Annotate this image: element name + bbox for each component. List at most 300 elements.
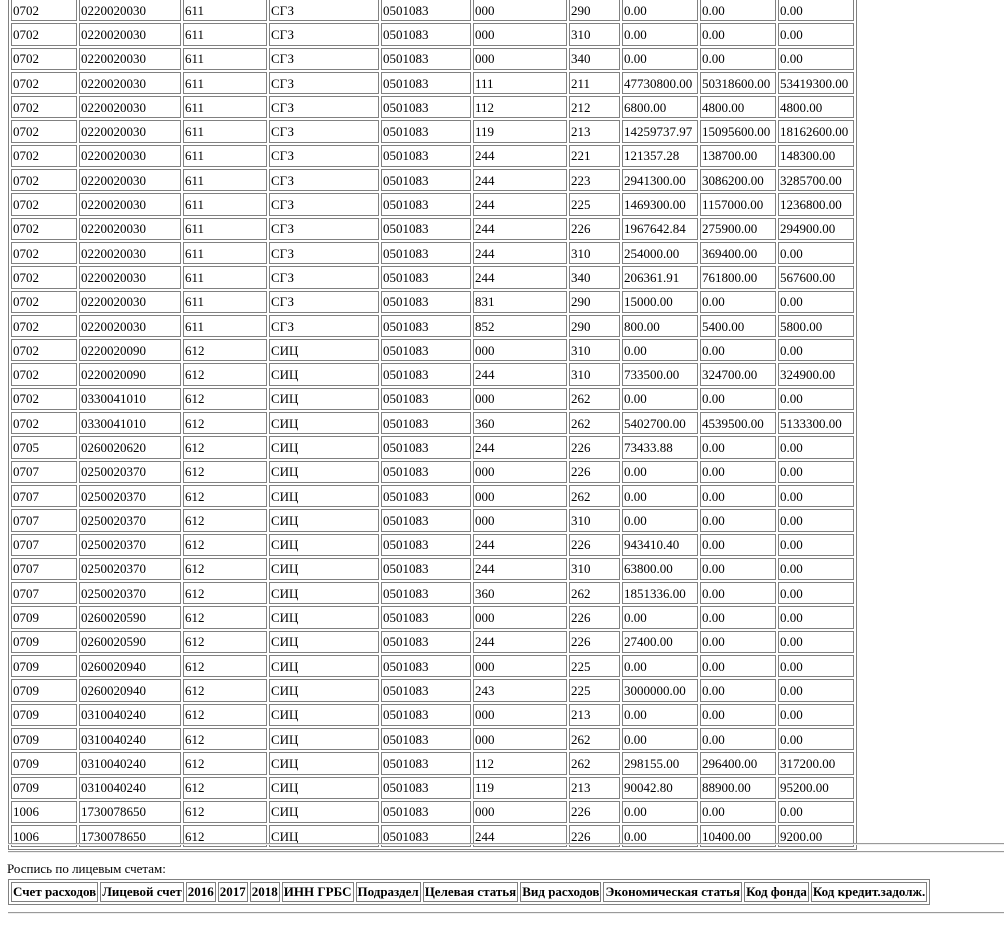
table-cell: 0705	[11, 436, 77, 458]
table-cell: 0260020940	[79, 655, 181, 677]
table-cell: 0.00	[700, 655, 776, 677]
table-cell: 88900.00	[700, 777, 776, 799]
table-cell: 27400.00	[622, 631, 698, 653]
table-cell: СИЦ	[269, 509, 379, 531]
table-cell: 0.00	[700, 582, 776, 604]
table-cell: 612	[183, 582, 267, 604]
accounts-table	[8, 879, 930, 905]
table-cell: 0501083	[381, 23, 471, 45]
table-cell: 14259737.97	[622, 120, 698, 142]
table-cell: 0.00	[778, 679, 854, 701]
table-cell: 611	[183, 266, 267, 288]
table-cell: 1006	[11, 801, 77, 823]
table-cell: 73433.88	[622, 436, 698, 458]
table-cell: 254000.00	[622, 242, 698, 264]
table-cell: 0501083	[381, 752, 471, 774]
table-cell: 18162600.00	[778, 120, 854, 142]
table-cell: 0.00	[700, 0, 776, 21]
table-cell: 0220020030	[79, 72, 181, 94]
table-cell: 612	[183, 679, 267, 701]
table-row	[11, 388, 854, 410]
table-cell: 0709	[11, 631, 77, 653]
table-cell: 0501083	[381, 606, 471, 628]
table-cell: 3285700.00	[778, 169, 854, 191]
table-cell: 226	[569, 631, 620, 653]
table-cell: 226	[569, 534, 620, 556]
table-cell: 0.00	[778, 242, 854, 264]
table-cell: 5800.00	[778, 315, 854, 337]
table-cell: 1157000.00	[700, 193, 776, 215]
column-header: 2017	[218, 882, 248, 902]
table-cell: СГЗ	[269, 23, 379, 45]
table-cell: 0501083	[381, 96, 471, 118]
table-cell: 0250020370	[79, 485, 181, 507]
table-cell: 612	[183, 606, 267, 628]
table-cell: СИЦ	[269, 752, 379, 774]
table-cell: 0220020030	[79, 169, 181, 191]
table-cell: 0.00	[622, 485, 698, 507]
budget-table	[8, 0, 857, 850]
table-cell: 4800.00	[778, 96, 854, 118]
table-cell: 47730800.00	[622, 72, 698, 94]
table-cell: 324700.00	[700, 363, 776, 385]
table-cell: 1006	[11, 825, 77, 847]
table-cell: 0250020370	[79, 534, 181, 556]
table-cell: 340	[569, 48, 620, 70]
table-cell: 611	[183, 23, 267, 45]
table-cell: 0501083	[381, 339, 471, 361]
table-cell: 0250020370	[79, 509, 181, 531]
table-cell: 0707	[11, 582, 77, 604]
table-cell: СИЦ	[269, 606, 379, 628]
table-cell: 0501083	[381, 388, 471, 410]
table-cell: 324900.00	[778, 363, 854, 385]
table-cell: 213	[569, 704, 620, 726]
table-cell: 800.00	[622, 315, 698, 337]
table-cell: 1967642.84	[622, 218, 698, 240]
table-cell: 50318600.00	[700, 72, 776, 94]
table-cell: 0220020090	[79, 363, 181, 385]
table-cell: 0.00	[622, 339, 698, 361]
table-cell: 0702	[11, 339, 77, 361]
table-cell: 000	[473, 655, 567, 677]
table-cell: 0310040240	[79, 704, 181, 726]
table-row	[11, 120, 854, 142]
table-cell: 761800.00	[700, 266, 776, 288]
table-cell: 0220020030	[79, 266, 181, 288]
table-row	[11, 534, 854, 556]
table-cell: 138700.00	[700, 145, 776, 167]
table-cell: 0.00	[778, 606, 854, 628]
table-cell: 206361.91	[622, 266, 698, 288]
table-cell: 0310040240	[79, 752, 181, 774]
table-row	[11, 169, 854, 191]
table-row	[11, 485, 854, 507]
table-cell: 223	[569, 169, 620, 191]
table-cell: 225	[569, 655, 620, 677]
table-cell: 0501083	[381, 0, 471, 21]
table-cell: СИЦ	[269, 436, 379, 458]
table-cell: 611	[183, 96, 267, 118]
table-cell: 0702	[11, 388, 77, 410]
table-cell: 0.00	[700, 485, 776, 507]
table-cell: 611	[183, 145, 267, 167]
table-cell: 0501083	[381, 679, 471, 701]
table-row	[11, 655, 854, 677]
table-cell: 310	[569, 558, 620, 580]
table-cell: 244	[473, 266, 567, 288]
table-cell: 244	[473, 363, 567, 385]
table-cell: СИЦ	[269, 825, 379, 847]
table-cell: 6800.00	[622, 96, 698, 118]
table-cell: 0.00	[700, 48, 776, 70]
table-cell: 296400.00	[700, 752, 776, 774]
table-cell: СГЗ	[269, 145, 379, 167]
table-cell: 244	[473, 242, 567, 264]
table-cell: 0.00	[622, 23, 698, 45]
table-cell: СИЦ	[269, 558, 379, 580]
table-row	[11, 509, 854, 531]
table-cell: СИЦ	[269, 704, 379, 726]
table-cell: 1236800.00	[778, 193, 854, 215]
table-cell: 243	[473, 679, 567, 701]
table-cell: СГЗ	[269, 218, 379, 240]
table-cell: 0330041010	[79, 412, 181, 434]
table-cell: 611	[183, 48, 267, 70]
table-cell: 262	[569, 582, 620, 604]
table-row	[11, 461, 854, 483]
table-cell: 0.00	[622, 825, 698, 847]
table-cell: СИЦ	[269, 655, 379, 677]
table-cell: 148300.00	[778, 145, 854, 167]
table-row	[11, 0, 854, 21]
table-cell: СГЗ	[269, 291, 379, 313]
table-row	[11, 777, 854, 799]
table-cell: СИЦ	[269, 801, 379, 823]
table-cell: 0310040240	[79, 777, 181, 799]
table-cell: 310	[569, 242, 620, 264]
table-row	[11, 96, 854, 118]
table-cell: 000	[473, 509, 567, 531]
table-cell: 244	[473, 558, 567, 580]
table-cell: 0220020030	[79, 145, 181, 167]
table-cell: 262	[569, 388, 620, 410]
table-cell: 0501083	[381, 801, 471, 823]
table-cell: 612	[183, 655, 267, 677]
column-header: Счет расходов	[11, 882, 98, 902]
table-cell: 5402700.00	[622, 412, 698, 434]
table-cell: 733500.00	[622, 363, 698, 385]
table-cell: 0702	[11, 120, 77, 142]
table-cell: 612	[183, 704, 267, 726]
table-row	[11, 752, 854, 774]
table-cell: 0.00	[622, 388, 698, 410]
table-cell: 0702	[11, 266, 77, 288]
table-cell: 0.00	[700, 728, 776, 750]
table-cell: СИЦ	[269, 363, 379, 385]
table-cell: СИЦ	[269, 485, 379, 507]
table-cell: 0702	[11, 315, 77, 337]
table-cell: 0.00	[700, 631, 776, 653]
table-cell: 0.00	[622, 509, 698, 531]
table-cell: 0501083	[381, 485, 471, 507]
table-cell: 000	[473, 704, 567, 726]
table-cell: 226	[569, 218, 620, 240]
table-cell: 612	[183, 631, 267, 653]
table-cell: 611	[183, 169, 267, 191]
column-header: Подраздел	[356, 882, 421, 902]
table-cell: 612	[183, 534, 267, 556]
table-cell: 000	[473, 606, 567, 628]
table-cell: 63800.00	[622, 558, 698, 580]
table-cell: СГЗ	[269, 72, 379, 94]
table-cell: 5400.00	[700, 315, 776, 337]
table-cell: 0220020030	[79, 23, 181, 45]
table-cell: 1469300.00	[622, 193, 698, 215]
table-cell: 0702	[11, 412, 77, 434]
table-cell: 310	[569, 509, 620, 531]
column-header: 2018	[250, 882, 280, 902]
table-cell: 0501083	[381, 291, 471, 313]
table-cell: СИЦ	[269, 461, 379, 483]
table-cell: 15095600.00	[700, 120, 776, 142]
table-cell: 0702	[11, 48, 77, 70]
table-cell: 000	[473, 23, 567, 45]
table-cell: 298155.00	[622, 752, 698, 774]
table-cell: 943410.40	[622, 534, 698, 556]
table-cell: 0.00	[778, 485, 854, 507]
table-row	[11, 266, 854, 288]
table-cell: 0501083	[381, 728, 471, 750]
table-cell: 000	[473, 461, 567, 483]
table-cell: 612	[183, 825, 267, 847]
table-cell: 0.00	[778, 0, 854, 21]
table-cell: 0501083	[381, 48, 471, 70]
table-cell: 0709	[11, 752, 77, 774]
table-cell: СГЗ	[269, 193, 379, 215]
table-row	[11, 436, 854, 458]
table-cell: 612	[183, 388, 267, 410]
table-cell: 0501083	[381, 704, 471, 726]
table-row	[11, 23, 854, 45]
column-header: Экономическая статья	[603, 882, 742, 902]
table-cell: 0.00	[778, 291, 854, 313]
table-cell: 0.00	[700, 679, 776, 701]
table-cell: 221	[569, 145, 620, 167]
table-cell: 0.00	[778, 388, 854, 410]
table-cell: СГЗ	[269, 169, 379, 191]
table-cell: 119	[473, 777, 567, 799]
divider	[8, 843, 1004, 845]
table-cell: 262	[569, 752, 620, 774]
table-cell: 0501083	[381, 266, 471, 288]
table-cell: 369400.00	[700, 242, 776, 264]
table-cell: 0.00	[700, 801, 776, 823]
table-cell: 0707	[11, 461, 77, 483]
table-cell: СГЗ	[269, 120, 379, 142]
table-cell: 0310040240	[79, 728, 181, 750]
table-cell: 310	[569, 339, 620, 361]
table-cell: 0707	[11, 534, 77, 556]
table-cell: 244	[473, 825, 567, 847]
table-cell: СГЗ	[269, 266, 379, 288]
budget-table-body	[11, 0, 854, 847]
table-row	[11, 48, 854, 70]
table-cell: 262	[569, 412, 620, 434]
table-row	[11, 728, 854, 750]
column-header: Целевая статья	[423, 882, 519, 902]
table-cell: 0.00	[778, 582, 854, 604]
table-cell: 611	[183, 0, 267, 21]
table-cell: 0.00	[622, 728, 698, 750]
table-cell: 0707	[11, 558, 77, 580]
table-cell: СИЦ	[269, 582, 379, 604]
table-cell: 612	[183, 509, 267, 531]
table-cell: 0709	[11, 655, 77, 677]
table-cell: 0709	[11, 704, 77, 726]
table-cell: 5133300.00	[778, 412, 854, 434]
table-cell: 0501083	[381, 436, 471, 458]
table-cell: 0220020030	[79, 242, 181, 264]
table-cell: 112	[473, 96, 567, 118]
table-cell: 0220020030	[79, 193, 181, 215]
table-cell: 0.00	[700, 461, 776, 483]
table-cell: 0.00	[700, 436, 776, 458]
table-cell: 244	[473, 145, 567, 167]
table-cell: СГЗ	[269, 96, 379, 118]
table-cell: 212	[569, 96, 620, 118]
table-cell: 0501083	[381, 315, 471, 337]
table-cell: 0220020030	[79, 0, 181, 21]
table-cell: 0709	[11, 777, 77, 799]
table-cell: 0501083	[381, 145, 471, 167]
table-cell: 612	[183, 558, 267, 580]
table-row	[11, 72, 854, 94]
table-cell: 567600.00	[778, 266, 854, 288]
table-cell: 111	[473, 72, 567, 94]
table-cell: 0501083	[381, 169, 471, 191]
table-cell: 0707	[11, 509, 77, 531]
table-cell: 3000000.00	[622, 679, 698, 701]
table-cell: 0702	[11, 363, 77, 385]
table-cell: 612	[183, 777, 267, 799]
table-cell: СИЦ	[269, 777, 379, 799]
table-cell: 0250020370	[79, 558, 181, 580]
table-cell: 0709	[11, 679, 77, 701]
table-cell: 360	[473, 582, 567, 604]
table-cell: 0.00	[778, 558, 854, 580]
table-cell: 0709	[11, 728, 77, 750]
column-header: Вид расходов	[520, 882, 601, 902]
table-cell: 612	[183, 752, 267, 774]
table-cell: СИЦ	[269, 534, 379, 556]
table-cell: СИЦ	[269, 728, 379, 750]
table-cell: 0.00	[778, 728, 854, 750]
table-cell: 0260020590	[79, 606, 181, 628]
table-cell: 0702	[11, 96, 77, 118]
table-cell: 0.00	[622, 461, 698, 483]
table-cell: 53419300.00	[778, 72, 854, 94]
table-cell: 611	[183, 315, 267, 337]
table-cell: 226	[569, 436, 620, 458]
table-cell: 831	[473, 291, 567, 313]
table-cell: 9200.00	[778, 825, 854, 847]
table-cell: 0.00	[700, 388, 776, 410]
table-cell: 244	[473, 169, 567, 191]
table-cell: 112	[473, 752, 567, 774]
table-cell: 0501083	[381, 412, 471, 434]
table-cell: 0.00	[778, 655, 854, 677]
table-cell: 0.00	[700, 606, 776, 628]
table-cell: 0501083	[381, 558, 471, 580]
table-cell: 15000.00	[622, 291, 698, 313]
table-cell: 0220020030	[79, 315, 181, 337]
table-cell: 611	[183, 291, 267, 313]
table-cell: СИЦ	[269, 339, 379, 361]
table-cell: 0220020030	[79, 218, 181, 240]
table-cell: 0501083	[381, 534, 471, 556]
table-cell: 000	[473, 48, 567, 70]
table-cell: 0501083	[381, 120, 471, 142]
table-cell: 611	[183, 72, 267, 94]
column-header: ИНН ГРБС	[282, 882, 354, 902]
table-cell: 1730078650	[79, 825, 181, 847]
table-cell: 317200.00	[778, 752, 854, 774]
table-cell: 0.00	[778, 23, 854, 45]
table-cell: 0.00	[700, 558, 776, 580]
table-cell: 0702	[11, 0, 77, 21]
table-cell: 0702	[11, 169, 77, 191]
table-cell: 0.00	[700, 339, 776, 361]
table-cell: 262	[569, 485, 620, 507]
table-cell: 121357.28	[622, 145, 698, 167]
table-cell: 0.00	[778, 801, 854, 823]
table-cell: 612	[183, 436, 267, 458]
table-cell: 226	[569, 825, 620, 847]
table-cell: 0501083	[381, 193, 471, 215]
table-cell: 119	[473, 120, 567, 142]
table-cell: 290	[569, 291, 620, 313]
table-cell: 226	[569, 461, 620, 483]
table-row	[11, 606, 854, 628]
table-cell: 0.00	[700, 534, 776, 556]
table-cell: 0220020030	[79, 291, 181, 313]
table-cell: 10400.00	[700, 825, 776, 847]
table-cell: 0702	[11, 242, 77, 264]
table-cell: 000	[473, 388, 567, 410]
table-row	[11, 679, 854, 701]
table-row	[11, 315, 854, 337]
table-cell: 0250020370	[79, 461, 181, 483]
table-cell: 290	[569, 315, 620, 337]
table-cell: 0.00	[778, 339, 854, 361]
table-cell: 0702	[11, 23, 77, 45]
table-cell: 0.00	[778, 436, 854, 458]
table-cell: 611	[183, 120, 267, 142]
budget-table-container	[8, 0, 857, 850]
table-cell: 3086200.00	[700, 169, 776, 191]
table-cell: 0702	[11, 218, 77, 240]
section-caption: Роспись по лицевым счетам:	[7, 861, 166, 876]
table-cell: 95200.00	[778, 777, 854, 799]
table-cell: 340	[569, 266, 620, 288]
table-cell: 1730078650	[79, 801, 181, 823]
table-cell: 226	[569, 606, 620, 628]
table-cell: 244	[473, 193, 567, 215]
table-cell: 0.00	[778, 631, 854, 653]
table-cell: 0220020030	[79, 120, 181, 142]
column-header: Код кредит.задолж.	[811, 882, 927, 902]
